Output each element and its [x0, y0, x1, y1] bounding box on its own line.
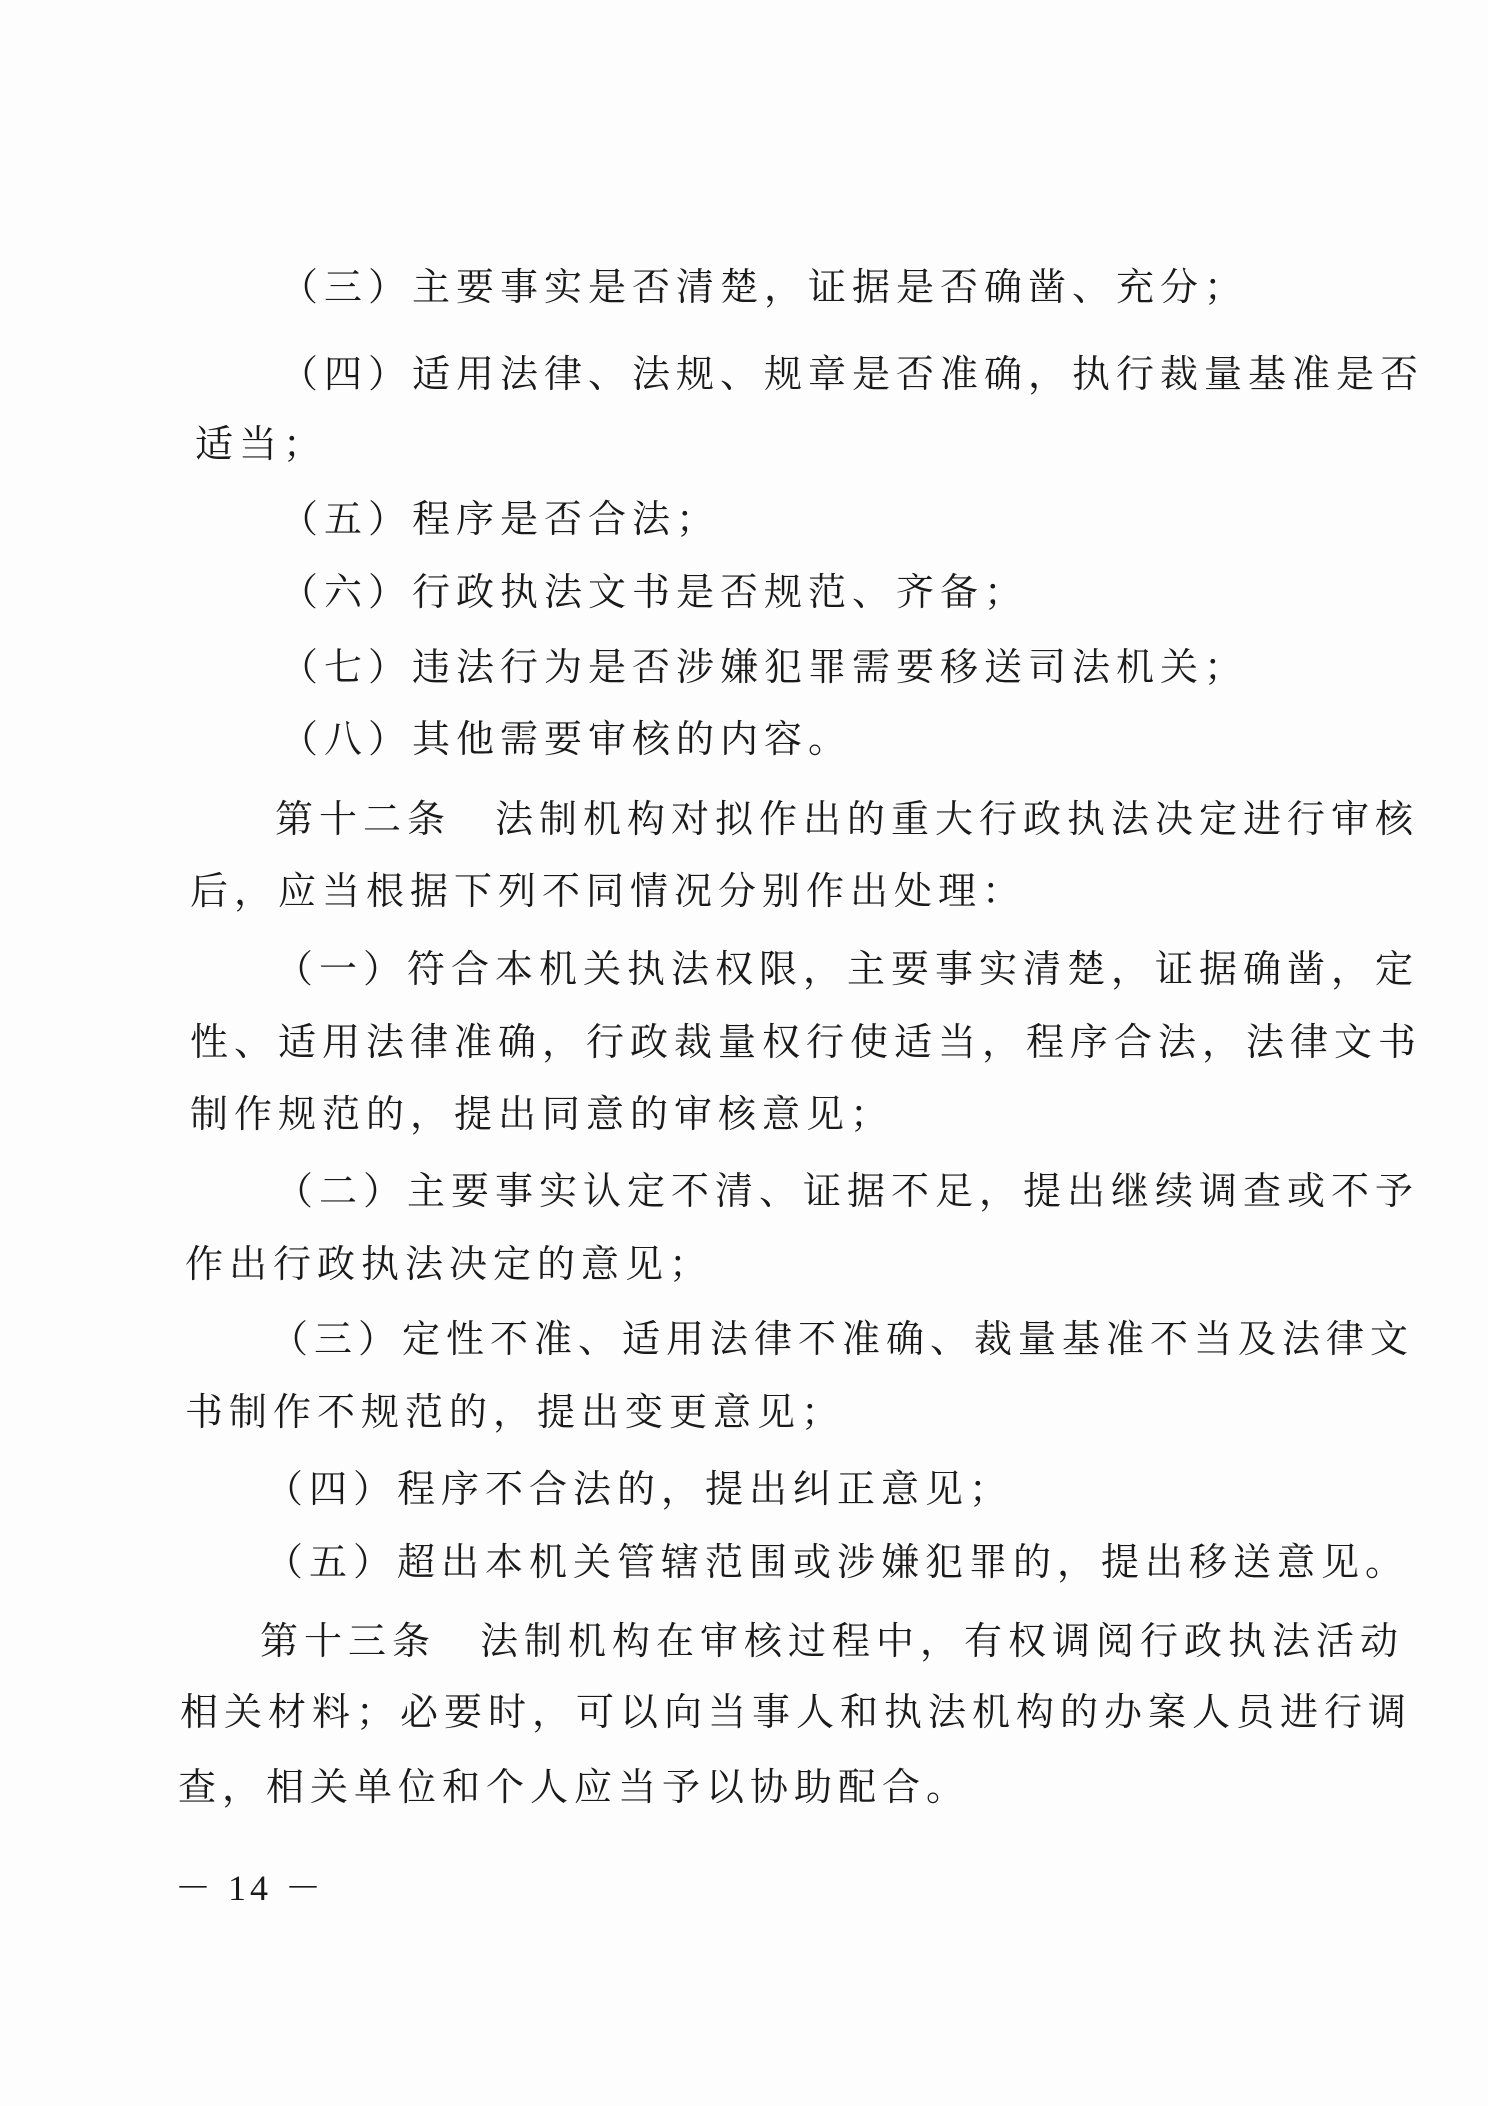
text-line: （八）其他需要审核的内容。 — [280, 717, 853, 761]
text-line: （六）行政执法文书是否规范、齐备； — [280, 570, 1029, 614]
text-line: （七）违法行为是否涉嫌犯罪需要移送司法机关； — [280, 645, 1249, 689]
text-line: （三）定性不准、适用法律不准确、裁量基准不当及法律文 — [270, 1317, 1415, 1361]
text-line: 书制作不规范的，提出变更意见； — [185, 1390, 846, 1434]
article-heading: 第十二条 法制机构对拟作出的重大行政执法决定进行审核 — [275, 797, 1420, 841]
text-line: （四）适用法律、法规、规章是否准确，执行裁量基准是否 — [280, 352, 1425, 396]
text-line: （二）主要事实认定不清、证据不足，提出继续调查或不予 — [275, 1169, 1420, 1213]
text-line: 作出行政执法决定的意见； — [185, 1242, 714, 1286]
text-line: （五）程序是否合法； — [280, 497, 721, 541]
text-line: （四）程序不合法的，提出纠正意见； — [265, 1467, 1014, 1511]
text-line: 性、适用法律准确，行政裁量权行使适当，程序合法，法律文书 — [190, 1020, 1423, 1064]
text-line: 后，应当根据下列不同情况分别作出处理： — [190, 869, 1027, 913]
text-line: 查，相关单位和个人应当予以协助配合。 — [178, 1765, 971, 1809]
text-line: （一）符合本机关执法权限，主要事实清楚，证据确凿，定 — [275, 947, 1420, 991]
text-line: 相关材料；必要时，可以向当事人和执法机构的办案人员进行调 — [180, 1690, 1413, 1734]
text-line: （五）超出本机关管辖范围或涉嫌犯罪的，提出移送意见。 — [265, 1540, 1410, 1584]
text-line: （三）主要事实是否清楚，证据是否确凿、充分； — [280, 265, 1249, 309]
article-heading: 第十三条 法制机构在审核过程中，有权调阅行政执法活动 — [260, 1619, 1405, 1663]
text-line: 适当； — [195, 422, 328, 466]
text-line: 制作规范的，提出同意的审核意见； — [190, 1092, 895, 1136]
page-number: － 14 － — [175, 1868, 326, 1908]
